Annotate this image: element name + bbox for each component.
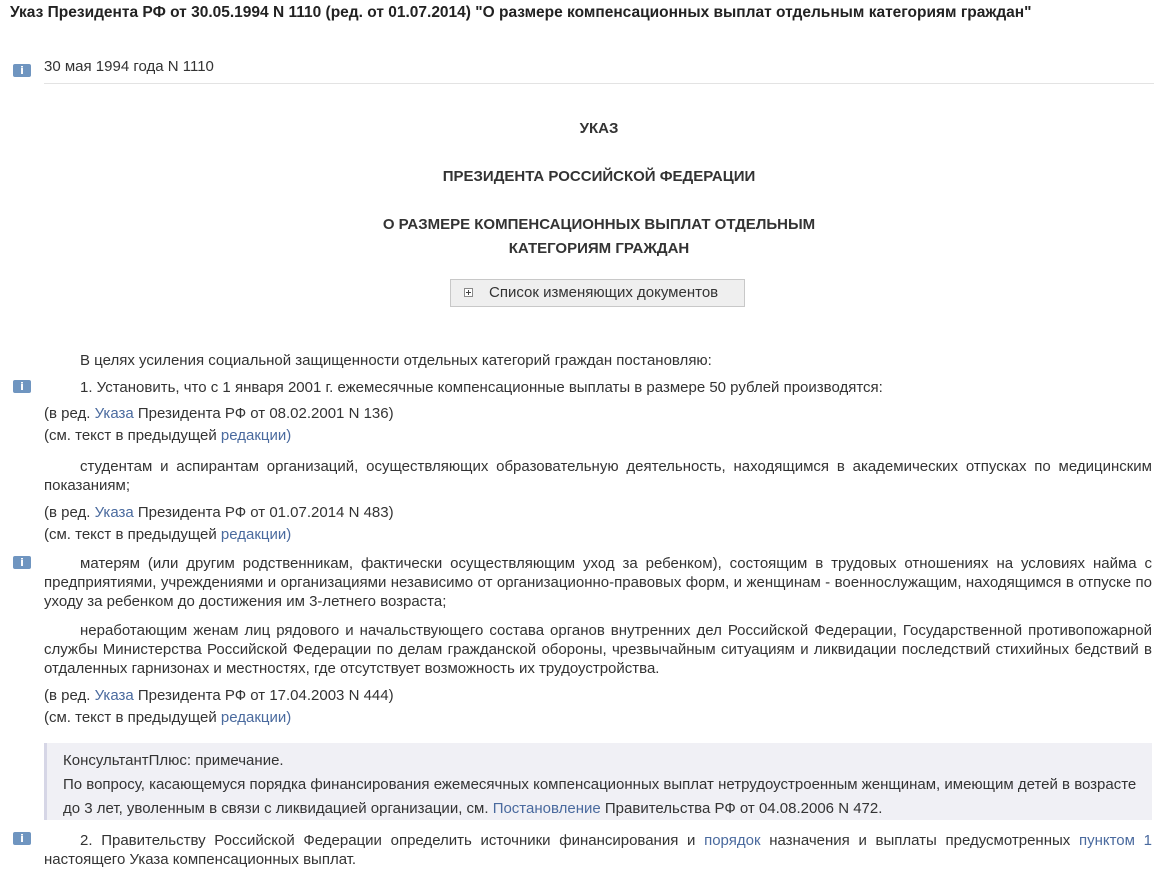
edition-note: (в ред. Указа Президента РФ от 01.07.2014 N 483): [44, 504, 394, 521]
edition-note: (в ред. Указа Президента РФ от 17.04.2003 N 444): [44, 687, 394, 704]
heading-president: ПРЕЗИДЕНТА РОССИЙСКОЙ ФЕДЕРАЦИИ: [442, 168, 756, 185]
wives-paragraph: неработающим женам лиц рядового и начальствующего состава органов внутренних дел Российской Федерации, Государственной противопожарной службы Министерства Российской Федерации по делам гражданской обороны, чрезвычайным ситуациям и ликвидации последствий стихийных бедствий в отдаленных гарнизонах и местностях, где отсутствует возможность их трудоустройства.: [44, 622, 1152, 677]
heading-decree: УКАЗ: [579, 120, 619, 137]
item2-paragraph: 2. Правительству Российской Федерации определить источники финансирования и порядок назначения и выплаты предусмотренных пунктом 1 настоящего Указа компенсационных выплат.: [44, 832, 1152, 868]
intro-paragraph: В целях усиления социальной защищенности отдельных категорий граждан постановляю:: [80, 352, 712, 369]
expand-plus-icon: [464, 288, 473, 297]
heading-subject-line1: О РАЗМЕРЕ КОМПЕНСАЦИОННЫХ ВЫПЛАТ ОТДЕЛЬНЫМ: [382, 216, 816, 233]
previous-version-note: (см. текст в предыдущей редакции): [44, 526, 292, 543]
changes-list-button[interactable]: [450, 279, 745, 307]
previous-version-link[interactable]: редакции): [220, 427, 292, 444]
document-title: Указ Президента РФ от 30.05.1994 N 1110 (ред. от 01.07.2014) "О размере компенсационных выплат отдельным категориям граждан": [10, 4, 1032, 21]
clause-link[interactable]: пунктом 1: [1078, 832, 1152, 849]
mothers-paragraph: матерям (или другим родственникам, фактически осуществляющим уход за ребенком), состоящим в трудовых отношениях на условиях найма с предприятиями, учреждениями и организациями независимо от организационно-правовых форм, и женщинам - военнослужащим, находящимся в отпуске по уходу за ребенком до достижения им 3-летнего возраста;: [44, 555, 1152, 610]
previous-version-note: (см. текст в предыдущей редакции): [44, 709, 292, 726]
info-icon[interactable]: [13, 556, 31, 569]
info-icon[interactable]: [13, 832, 31, 845]
edition-link[interactable]: Указа: [94, 504, 134, 521]
heading-subject: [44, 213, 1154, 261]
document-date: 30 мая 1994 года N 1110: [44, 58, 214, 75]
previous-version-note: (см. текст в предыдущей редакции): [44, 427, 292, 444]
students-paragraph: студентам и аспирантам организаций, осуществляющих образовательную деятельность, находящимся в академических отпусках по медицинским показаниям;: [44, 458, 1152, 494]
resolution-link[interactable]: Постановление: [492, 800, 601, 817]
note-text: По вопросу, касающемуся порядка финансирования ежемесячных компенсационных выплат нетрудоустроенным женщинам, имеющим детей в возрасте до 3 лет, уволенным в связи с ликвидацией организации, см. Постановление Правительства РФ от 04.08.2006 N 472.: [63, 776, 1137, 817]
previous-version-link[interactable]: редакции): [220, 709, 292, 726]
changes-list-label: Список изменяющих документов: [489, 284, 719, 301]
procedure-link[interactable]: порядок: [704, 832, 761, 849]
edition-link[interactable]: Указа: [94, 405, 134, 422]
heading-subject-line2: КАТЕГОРИЯМ ГРАЖДАН: [508, 240, 690, 257]
consultant-note: [44, 743, 1152, 820]
previous-version-link[interactable]: редакции): [220, 526, 292, 543]
edition-note: (в ред. Указа Президента РФ от 08.02.2001 N 136): [44, 405, 394, 422]
info-icon[interactable]: [13, 380, 31, 393]
note-title: КонсультантПлюс: примечание.: [63, 752, 284, 769]
info-icon[interactable]: [13, 64, 31, 77]
item1-paragraph: 1. Установить, что с 1 января 2001 г. ежемесячные компенсационные выплаты в размере 50 рублей производятся:: [80, 379, 883, 396]
divider: [44, 83, 1154, 84]
edition-link[interactable]: Указа: [94, 687, 134, 704]
